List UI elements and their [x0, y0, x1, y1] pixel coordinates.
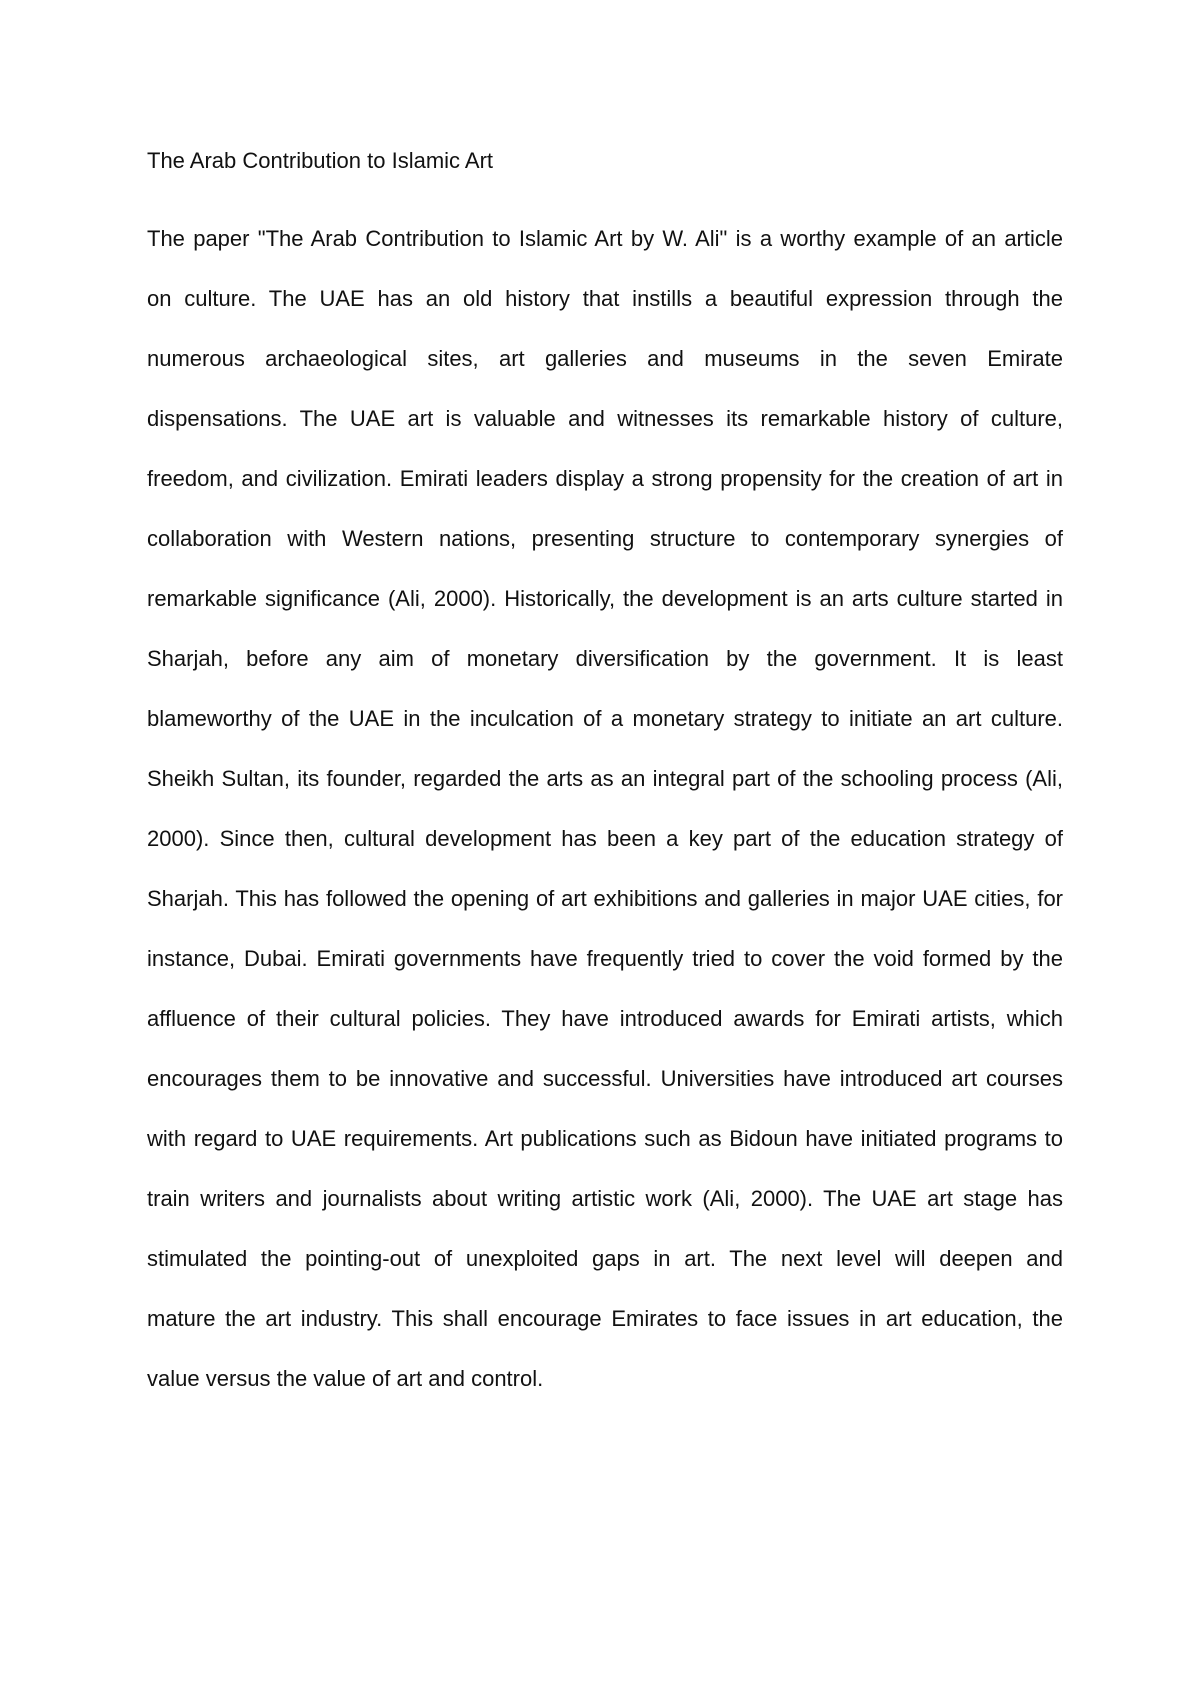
paragraph-line: value versus the value of art and control. — [147, 1366, 544, 1391]
paragraph-line: collaboration with Western nations, presenting structure to contemporary synergies of — [147, 526, 1063, 551]
paragraph-line: affluence of their cultural policies. They have introduced awards for Emirati artists, which — [147, 1006, 1063, 1031]
body-paragraph — [147, 224, 1063, 1424]
paragraph-line: numerous archaeological sites, art galleries and museums in the seven Emirate — [147, 346, 1063, 371]
paragraph-line: instance, Dubai. Emirati governments have frequently tried to cover the void formed by the — [147, 946, 1063, 971]
paragraph-line: freedom, and civilization. Emirati leaders display a strong propensity for the creation of art in — [147, 466, 1063, 491]
paragraph-line: 2000). Since then, cultural development has been a key part of the education strategy of — [147, 826, 1063, 851]
paragraph-line: remarkable significance (Ali, 2000). Historically, the development is an arts culture started in — [147, 586, 1063, 611]
paragraph-line: with regard to UAE requirements. Art publications such as Bidoun have initiated programs to — [147, 1126, 1063, 1151]
document-title: The Arab Contribution to Islamic Art — [147, 148, 494, 173]
paragraph-line: dispensations. The UAE art is valuable and witnesses its remarkable history of culture, — [147, 406, 1063, 431]
paragraph-line: blameworthy of the UAE in the inculcation of a monetary strategy to initiate an art culture. — [147, 706, 1063, 731]
paragraph-line: The paper "The Arab Contribution to Islamic Art by W. Ali" is a worthy example of an article — [147, 226, 1063, 251]
paragraph-line: stimulated the pointing-out of unexploited gaps in art. The next level will deepen and — [147, 1246, 1063, 1271]
paragraph-line: on culture. The UAE has an old history that instills a beautiful expression through the — [147, 286, 1063, 311]
paragraph-line: mature the art industry. This shall encourage Emirates to face issues in art education, the — [147, 1306, 1063, 1331]
paragraph-line: Sharjah. This has followed the opening of art exhibitions and galleries in major UAE cities, for — [147, 886, 1063, 911]
paragraph-line: Sheikh Sultan, its founder, regarded the arts as an integral part of the schooling process (Ali, — [147, 766, 1063, 791]
paragraph-line: train writers and journalists about writing artistic work (Ali, 2000). The UAE art stage has — [147, 1186, 1063, 1211]
paragraph-line: encourages them to be innovative and successful. Universities have introduced art courses — [147, 1066, 1063, 1091]
paragraph-line: Sharjah, before any aim of monetary diversification by the government. It is least — [147, 646, 1063, 671]
